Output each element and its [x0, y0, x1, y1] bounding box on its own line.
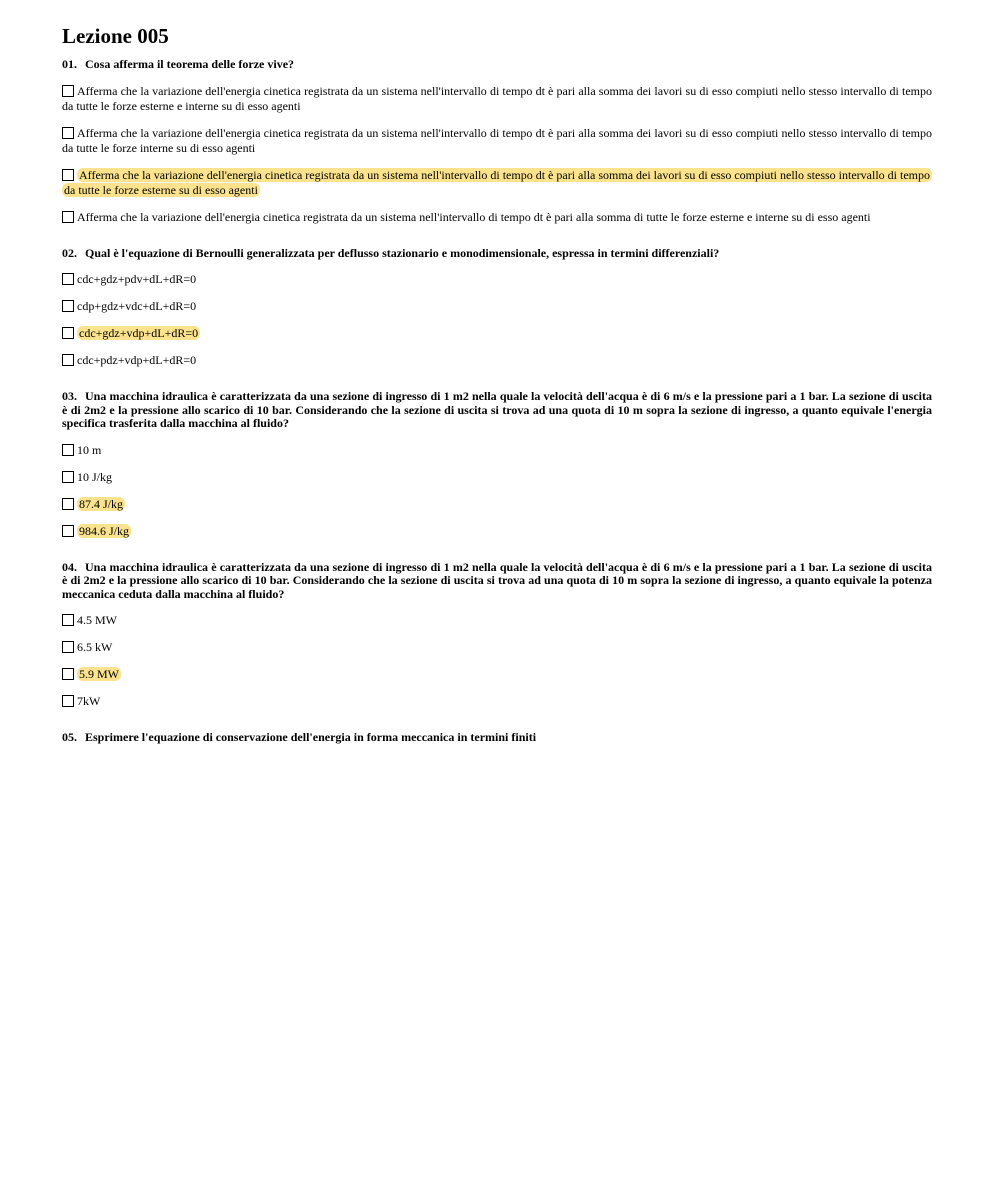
option-text: Afferma che la variazione dell'energia cinetica registrata da un sistema nell'intervallo di tempo dt è pari alla somma di tutte le forze esterne e interne su di esso agenti: [77, 209, 871, 224]
answer-option[interactable]: [62, 640, 932, 655]
answer-option[interactable]: [62, 443, 932, 458]
option-text: 7kW: [77, 694, 101, 708]
checkbox-icon[interactable]: [62, 498, 74, 510]
question-number: 03.: [62, 389, 77, 403]
checkbox-icon[interactable]: [62, 695, 74, 707]
checkbox-icon[interactable]: [62, 211, 74, 223]
checkbox-icon[interactable]: [62, 614, 74, 626]
option-text: 10 J/kg: [77, 469, 113, 484]
option-text: Afferma che la variazione dell'energia cinetica registrata da un sistema nell'intervallo di tempo dt è pari alla somma dei lavori su di esso compiuti nello stesso intervallo di tempo da tutte le forze interne su di esso agenti: [62, 125, 932, 155]
question-number: 05.: [62, 730, 77, 744]
answer-option[interactable]: [62, 126, 932, 156]
answer-option-highlighted[interactable]: [62, 497, 932, 512]
answer-option[interactable]: [62, 470, 932, 485]
answer-option-highlighted[interactable]: [62, 326, 932, 341]
question-03: [62, 390, 932, 539]
question-prompt: Qual è l'equazione di Bernoulli generalizzata per deflusso stazionario e monodimensionale, espressa in termini differenziali?: [85, 245, 720, 260]
question-text: [62, 58, 932, 72]
question-number: 02.: [62, 245, 77, 260]
option-text: 984.6 J/kg: [79, 523, 130, 538]
checkbox-icon[interactable]: [62, 471, 74, 483]
answer-option[interactable]: [62, 299, 932, 314]
checkbox-icon[interactable]: [62, 444, 74, 456]
option-text: Afferma che la variazione dell'energia cinetica registrata da un sistema nell'intervallo di tempo dt è pari alla somma dei lavori su di esso compiuti nello stesso intervallo di tempo da tutte le forze esterne su di esso agenti: [64, 167, 930, 197]
checkbox-icon[interactable]: [62, 85, 74, 97]
checkbox-icon[interactable]: [62, 641, 74, 653]
question-prompt: Una macchina idraulica è caratterizzata da una sezione di ingresso di 1 m2 nella quale la velocità dell'acqua è di 6 m/s e la pressione pari a 1 bar. La sezione di uscita è di 2m2 e la pressione allo scarico di 10 bar. Considerando che la sezione di uscita si trova ad una quota di 10 m sopra la sezione di ingresso, a quanto equivale la potenza meccanica ceduta dalla macchina al fluido?: [62, 559, 932, 601]
question-prompt: Esprimere l'equazione di conservazione dell'energia in forma meccanica in termini finiti: [85, 730, 537, 744]
question-text: [62, 561, 932, 602]
question-text: [62, 731, 932, 745]
answer-option[interactable]: [62, 353, 932, 368]
option-text: 5.9 MW: [79, 667, 119, 681]
question-prompt: Cosa afferma il teorema delle forze vive?: [85, 57, 295, 71]
question-text: [62, 390, 932, 431]
question-number: 01.: [62, 57, 77, 71]
option-text: 4.5 MW: [77, 613, 117, 627]
checkbox-icon[interactable]: [62, 668, 74, 680]
checkbox-icon[interactable]: [62, 525, 74, 537]
question-04: [62, 561, 932, 710]
answer-option-highlighted[interactable]: [62, 524, 932, 539]
checkbox-icon[interactable]: [62, 300, 74, 312]
question-text: [62, 247, 932, 261]
option-text: cdc+gdz+vdp+dL+dR=0: [79, 326, 199, 340]
checkbox-icon[interactable]: [62, 273, 74, 285]
checkbox-icon[interactable]: [62, 169, 74, 181]
option-text: cdp+gdz+vdc+dL+dR=0: [77, 299, 197, 313]
answer-option[interactable]: [62, 613, 932, 628]
option-text: 10 m: [77, 442, 102, 457]
option-text: cdc+pdz+vdp+dL+dR=0: [77, 353, 197, 367]
page-title: Lezione 005: [62, 24, 169, 48]
question-02: [62, 247, 932, 369]
option-text: cdc+gdz+pdv+dL+dR=0: [77, 272, 197, 286]
question-05: [62, 731, 932, 745]
answer-option[interactable]: [62, 84, 932, 114]
answer-option[interactable]: [62, 272, 932, 287]
option-text: 87.4 J/kg: [79, 496, 124, 511]
question-prompt: Una macchina idraulica è caratterizzata da una sezione di ingresso di 1 m2 nella quale la velocità dell'acqua è di 6 m/s e la pressione pari a 1 bar. La sezione di uscita è di 2m2 e la pressione allo scarico di 10 bar. Considerando che la sezione di uscita si trova ad una quota di 10 m sopra la sezione di ingresso, a quanto equivale l'energia specifica trasferita dalla macchina al fluido?: [62, 389, 932, 430]
question-number: 04.: [62, 559, 77, 574]
question-01: [62, 58, 932, 225]
option-text: 6.5 kW: [77, 640, 113, 654]
answer-option-highlighted[interactable]: [62, 667, 932, 682]
answer-option-highlighted[interactable]: [62, 168, 932, 198]
checkbox-icon[interactable]: [62, 327, 74, 339]
answer-option[interactable]: [62, 210, 932, 225]
checkbox-icon[interactable]: [62, 354, 74, 366]
answer-option[interactable]: [62, 694, 932, 709]
document-page: [62, 24, 932, 767]
checkbox-icon[interactable]: [62, 127, 74, 139]
option-text: Afferma che la variazione dell'energia cinetica registrata da un sistema nell'intervallo di tempo dt è pari alla somma dei lavori su di esso compiuti nello stesso intervallo di tempo da tutte le forze esterne e interne su di esso agenti: [62, 83, 932, 113]
